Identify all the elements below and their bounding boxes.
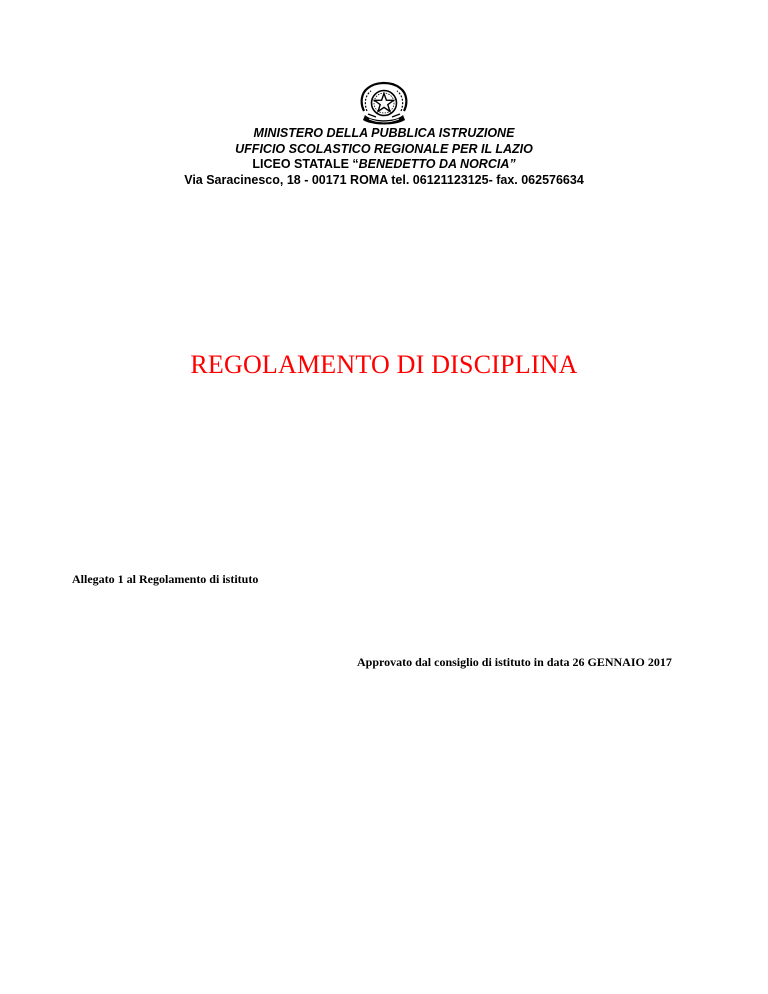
- school-name-line: [0, 157, 768, 173]
- approval-note: Approvato dal consiglio di istituto in data 26 GENNAIO 2017: [357, 655, 672, 669]
- document-title: REGOLAMENTO DI DISCIPLINA: [190, 350, 578, 379]
- ministry-line: MINISTERO DELLA PUBBLICA ISTRUZIONE: [253, 126, 515, 140]
- attachment-note: Allegato 1 al Regolamento di istituto: [72, 572, 259, 586]
- institution-header: [0, 126, 768, 188]
- school-type: LICEO STATALE “: [252, 157, 359, 171]
- address-line: Via Saracinesco, 18 - 00171 ROMA tel. 06121123125- fax. 062576634: [184, 172, 584, 187]
- school-name: BENEDETTO DA NORCIA”: [358, 157, 516, 171]
- italian-republic-emblem-icon: [356, 81, 412, 127]
- regional-office-line: UFFICIO SCOLASTICO REGIONALE PER IL LAZIO: [235, 141, 533, 156]
